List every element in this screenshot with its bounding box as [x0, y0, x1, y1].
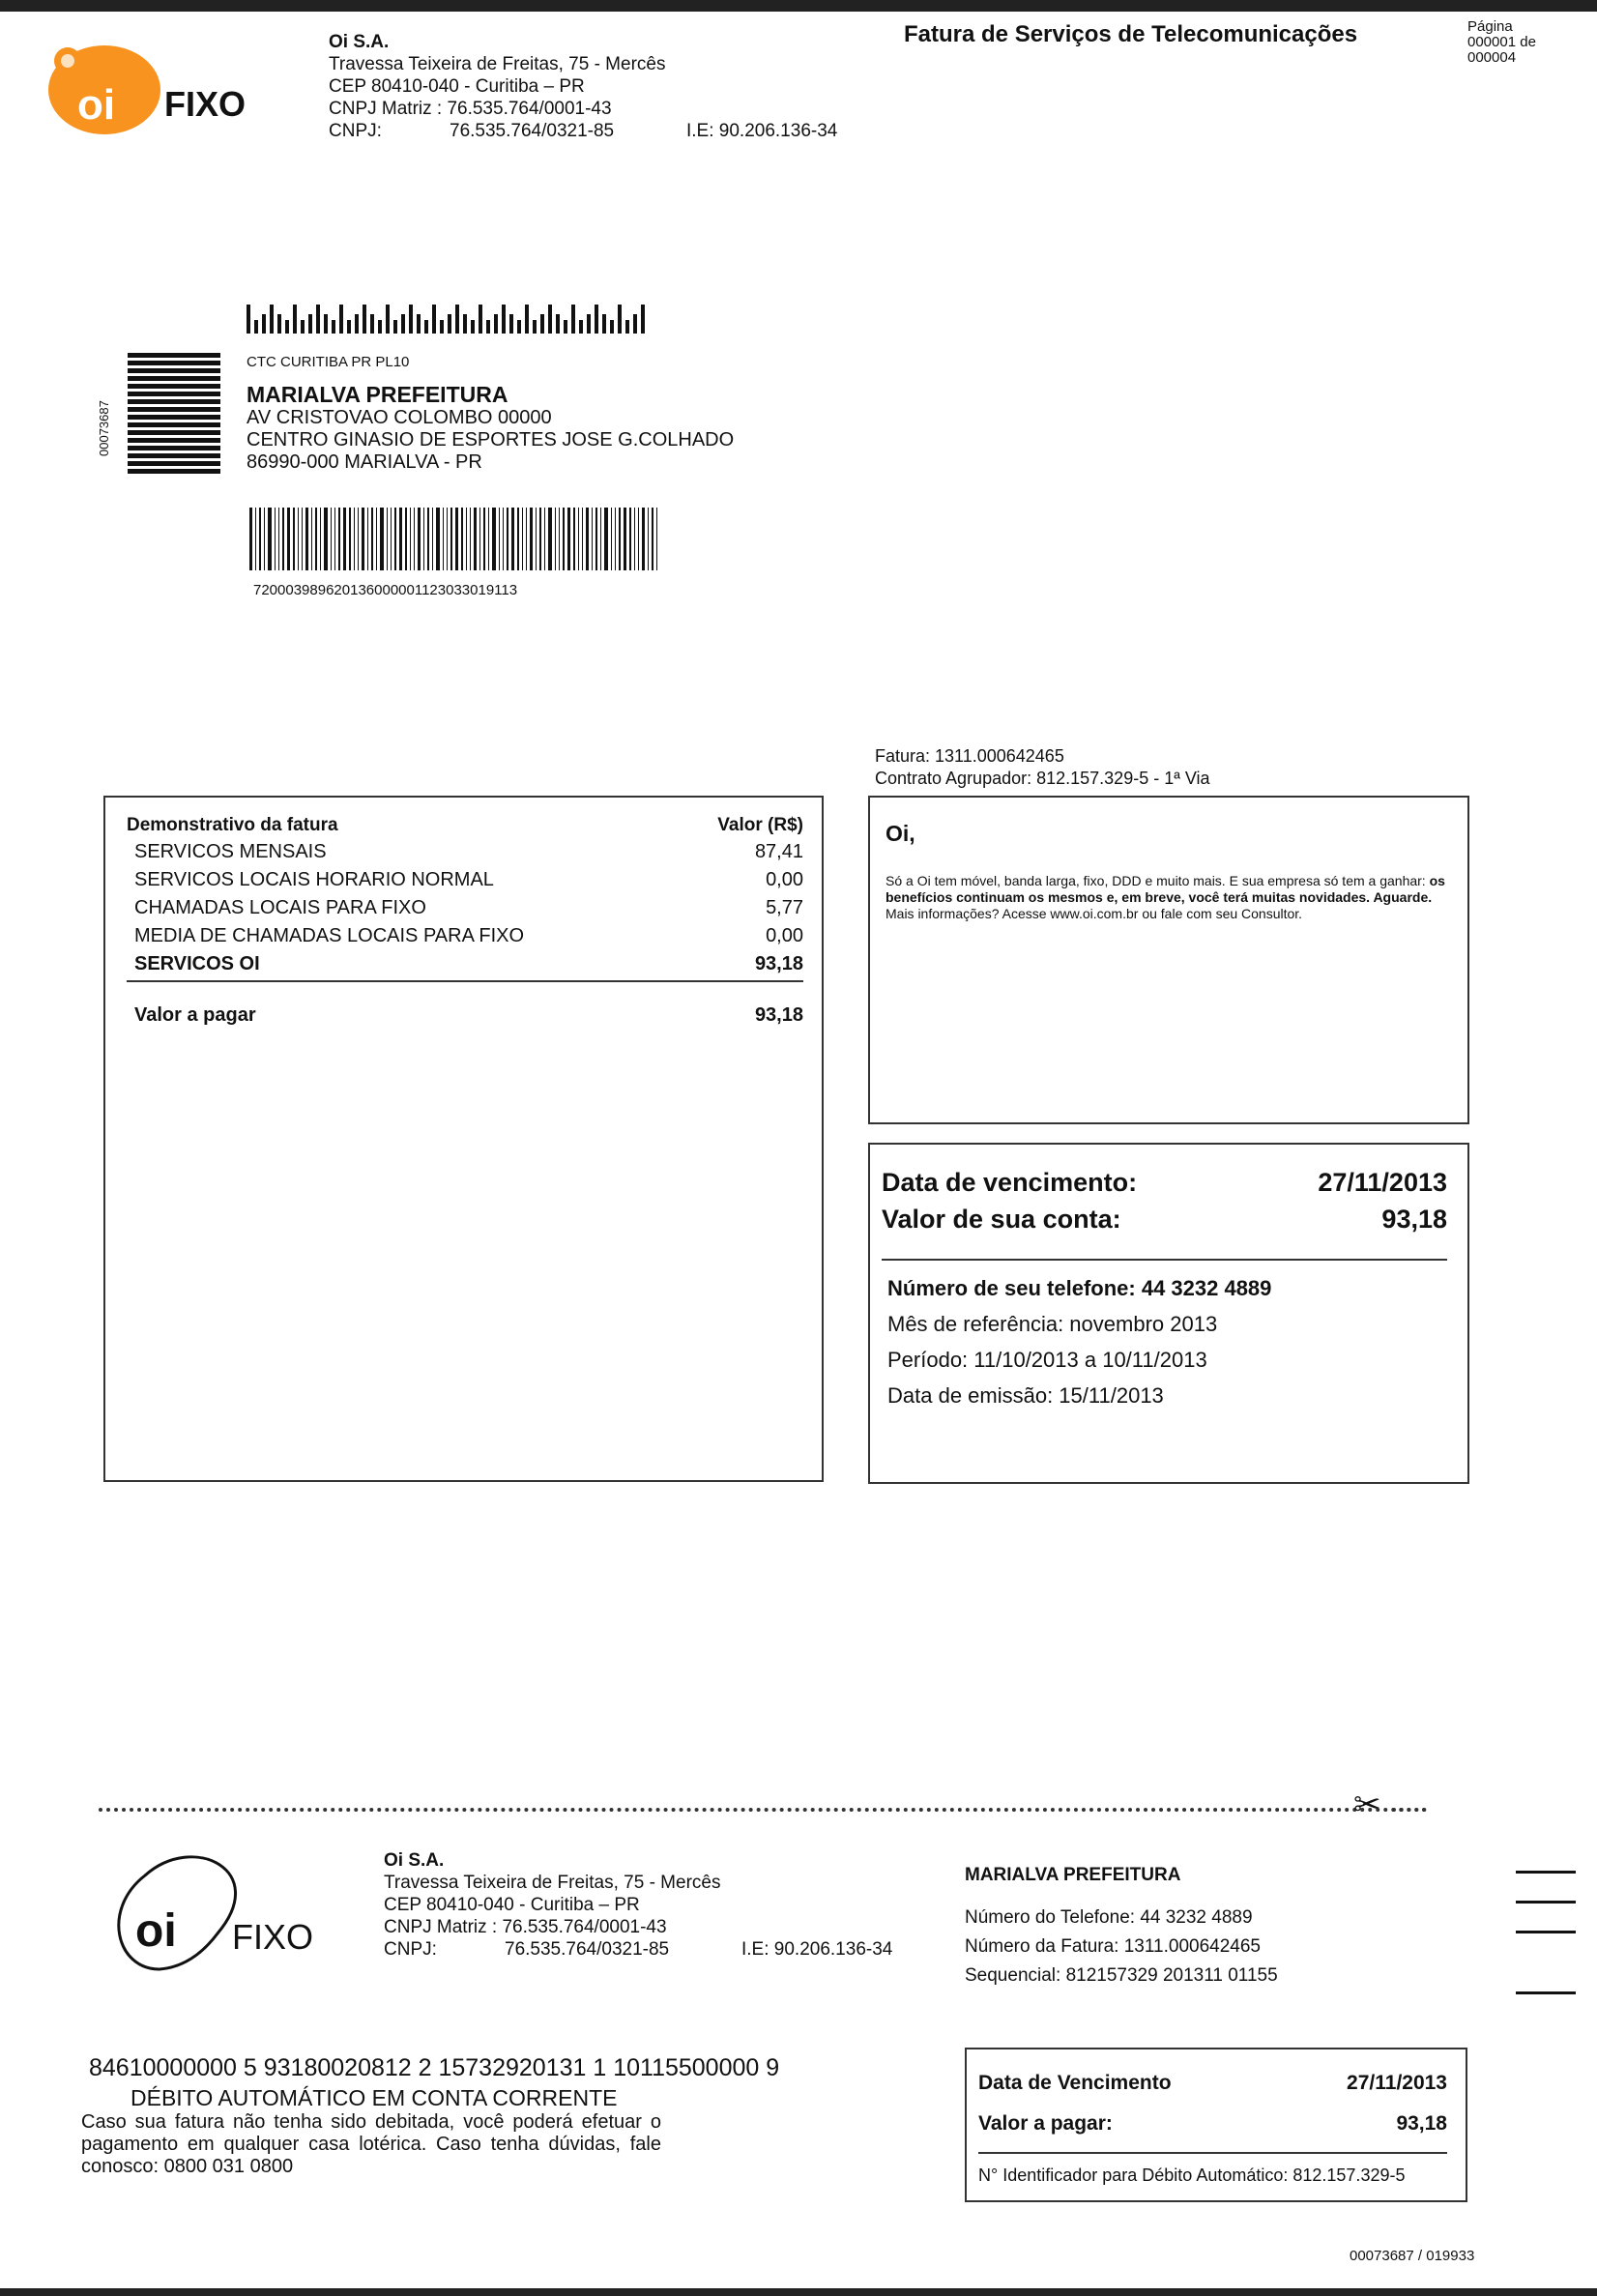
page-indicator	[1467, 19, 1536, 66]
barcode-bar	[287, 508, 290, 570]
stub-due-label: Data de Vencimento	[978, 2072, 1172, 2094]
barcode-bar	[324, 314, 328, 334]
barcode-bar	[536, 508, 537, 570]
stub-pay-row	[978, 2104, 1447, 2144]
subtotal-value: 93,18	[754, 953, 803, 974]
barcode-bar	[355, 314, 359, 334]
barcode-bar	[332, 320, 335, 334]
barcode-bar	[582, 508, 583, 570]
total-value: 93,18	[754, 1004, 803, 1026]
barcode-bar	[268, 508, 272, 570]
barcode-bar	[573, 508, 575, 570]
barcode-bar	[625, 320, 629, 334]
debit-text: Caso sua fatura não tenha sido debitada, você poderá efetuar o pagamento em qualquer casa lotérica. Caso tenha dúvidas, fale conosco: 0800 031 0800	[81, 2111, 661, 2177]
stub-pay-value: 93,18	[1396, 2112, 1447, 2135]
barcode-bar	[502, 305, 506, 334]
barcode-bar	[555, 508, 556, 570]
barcode-bar	[399, 508, 402, 570]
due-date-row	[882, 1164, 1447, 1201]
barcode-bar	[278, 508, 279, 570]
statement-item-label: CHAMADAS LOCAIS PARA FIXO	[134, 897, 426, 918]
barcode-bar	[405, 508, 407, 570]
statement-items	[127, 838, 803, 950]
barcode-bar	[511, 508, 514, 570]
barcode-bar	[275, 508, 276, 570]
barcode-bar	[311, 508, 312, 570]
stub-side-marks	[1516, 1871, 1576, 1994]
barcode-bar	[427, 508, 429, 570]
summary-box	[868, 1143, 1469, 1484]
stub-due-row	[978, 2063, 1447, 2104]
stub-company-header	[384, 1849, 892, 1961]
barcode-bar	[567, 508, 570, 570]
barcode-bar	[615, 508, 616, 570]
barcode-bar	[642, 508, 645, 570]
oi-logo	[39, 34, 261, 140]
debit-title: DÉBITO AUTOMÁTICO EM CONTA CORRENTE	[131, 2085, 618, 2110]
scissors-icon: ✂	[1353, 1787, 1381, 1823]
barcode-bar	[507, 508, 508, 570]
barcode-bar	[436, 508, 440, 570]
barcode-bar	[494, 314, 498, 334]
barcode-bar	[641, 305, 645, 334]
auto-debit-id: N° Identificador para Débito Automático: 812.157.329-5	[978, 2165, 1406, 2185]
barcode-bar	[324, 508, 328, 570]
due-date-label: Data de vencimento:	[882, 1168, 1138, 1197]
stub-company-cnpj-row	[384, 1938, 892, 1961]
barcode-bar	[424, 320, 428, 334]
barcode-bar	[548, 305, 552, 334]
stub-customer-info	[965, 1861, 1278, 1991]
statement-item-value: 87,41	[754, 841, 803, 862]
barcode-bar	[526, 508, 527, 570]
postal-barcode	[247, 305, 645, 334]
barcode-bar	[503, 508, 504, 570]
company-ie: I.E: 90.206.136-34	[686, 121, 838, 141]
stub-pay-label: Valor a pagar:	[978, 2112, 1113, 2135]
svg-text:oi: oi	[135, 1905, 177, 1957]
barcode-bar	[579, 320, 583, 334]
barcode-bar	[386, 305, 390, 334]
subtotal-label: SERVICOS OI	[134, 953, 260, 974]
barcode-bar	[638, 508, 639, 570]
barcode-bar	[414, 508, 415, 570]
barcode-bar	[525, 305, 529, 334]
bottom-edge	[0, 2288, 1597, 2296]
statement-item-value: 5,77	[766, 897, 803, 918]
barcode-bar	[354, 508, 355, 570]
barcode-bar	[262, 314, 266, 334]
statement-item-value: 0,00	[766, 925, 803, 946]
oi-logo-icon	[39, 34, 164, 140]
barcode-bar	[387, 508, 388, 570]
barcode-bar	[479, 305, 482, 334]
barcode-bar	[539, 508, 541, 570]
barcode-bar	[474, 508, 477, 570]
barcode-bar	[293, 305, 297, 334]
barcode-bar	[533, 320, 537, 334]
barcode-bar	[305, 508, 308, 570]
barcode-bar	[339, 305, 343, 334]
barcode-bar	[648, 508, 649, 570]
barcode-bar	[320, 508, 321, 570]
barcode-bar	[450, 508, 452, 570]
barcode-bar	[277, 314, 281, 334]
statement-item-label: SERVICOS LOCAIS HORARIO NORMAL	[134, 869, 494, 890]
barcode-bar	[338, 508, 340, 570]
phone-number: Número de seu telefone: 44 3232 4889	[887, 1276, 1272, 1300]
barcode-bar	[358, 508, 359, 570]
logo-product: FIXO	[164, 84, 247, 124]
barcode-bar	[308, 314, 312, 334]
top-edge	[0, 0, 1597, 12]
barcode-bar	[629, 508, 631, 570]
barcode-bar	[298, 508, 299, 570]
barcode-bar	[334, 508, 335, 570]
message-greeting: Oi,	[886, 821, 915, 846]
cnpj-label: CNPJ:	[329, 121, 382, 141]
barcode-bar	[401, 314, 405, 334]
barcode-bar	[302, 508, 303, 570]
barcode-bar	[443, 508, 444, 570]
oi-outline-logo-icon	[106, 1842, 242, 1977]
amount-label: Valor de sua conta:	[882, 1205, 1121, 1234]
company-cnpj-row	[329, 120, 837, 142]
barcode-bar	[544, 508, 545, 570]
barcode-bar	[610, 320, 614, 334]
barcode-bar	[471, 320, 475, 334]
barcode-bar	[282, 508, 284, 570]
stub-phone: Número do Telefone: 44 3232 4889	[965, 1907, 1253, 1928]
barcode-bar	[559, 508, 560, 570]
barcode-bar	[349, 508, 351, 570]
barcode-bar	[376, 508, 377, 570]
invoice-refs	[875, 745, 1210, 790]
barcode-bar	[540, 314, 544, 334]
barcode-bar	[255, 508, 256, 570]
barcode-bar	[440, 320, 444, 334]
stub-company-address: Travessa Teixeira de Freitas, 75 - Mercês	[384, 1873, 721, 1893]
statement-item-label: SERVICOS MENSAIS	[134, 841, 327, 862]
barcode-bar	[624, 508, 626, 570]
footer-code: 00073687 / 019933	[1350, 2248, 1475, 2264]
amount-row	[882, 1201, 1447, 1237]
total-label: Valor a pagar	[134, 1004, 256, 1026]
barcode-bar	[656, 508, 657, 570]
stub-cnpj-label: CNPJ:	[384, 1939, 437, 1960]
barcode-bar	[479, 508, 480, 570]
barcode-bar	[316, 305, 320, 334]
statement-title: Demonstrativo da fatura	[127, 815, 338, 835]
company-cnpj-matriz: CNPJ Matriz : 76.535.764/0001-43	[329, 99, 612, 119]
barcode-bar	[618, 305, 622, 334]
statement-header	[127, 813, 803, 838]
barcode-bar	[522, 508, 523, 570]
stub-company-name: Oi S.A.	[384, 1850, 445, 1871]
stub-payment-box	[965, 2048, 1467, 2202]
stub-invoice: Número da Fatura: 1311.000642465	[965, 1936, 1261, 1957]
barcode-bar	[592, 508, 593, 570]
barcode-bar	[483, 508, 485, 570]
barcode-bar	[488, 508, 489, 570]
page-label: Página	[1467, 18, 1513, 35]
barcode-bar	[455, 305, 459, 334]
mailing-address	[247, 382, 734, 474]
barcode-bar	[417, 314, 421, 334]
barcode-bar	[447, 508, 448, 570]
barcode-bar	[652, 508, 653, 570]
barcode-bar	[595, 508, 597, 570]
recipient-complement: CENTRO GINASIO DE ESPORTES JOSE G.COLHADO	[247, 429, 735, 450]
stub-due-value: 27/11/2013	[1347, 2072, 1447, 2094]
company-address: Travessa Teixeira de Freitas, 75 - Mercês	[329, 54, 666, 74]
barcode-bar	[586, 508, 589, 570]
stub-company-cnpj-matriz: CNPJ Matriz : 76.535.764/0001-43	[384, 1917, 667, 1937]
recipient-name: MARIALVA PREFEITURA	[247, 382, 508, 407]
stub-customer: MARIALVA PREFEITURA	[965, 1865, 1181, 1885]
barcode-bar	[611, 508, 612, 570]
barcode-bar	[418, 508, 421, 570]
stub-divider	[978, 2152, 1447, 2154]
barcode-bar	[548, 508, 552, 570]
barcode-bar	[517, 320, 521, 334]
message-line2: Mais informações? Acesse www.oi.com.br ou fale com seu Consultor.	[886, 906, 1303, 921]
stub-oi-logo	[106, 1842, 329, 1977]
page-value: 000001 de	[1467, 34, 1536, 50]
barcode-bar	[600, 508, 601, 570]
barcode-bar	[259, 508, 261, 570]
barcode-bar	[270, 305, 274, 334]
barcode-bar	[492, 508, 496, 570]
side-code	[97, 379, 116, 456]
svg-text:oi: oi	[77, 81, 116, 129]
statement-item-label: MEDIA DE CHAMADAS LOCAIS PARA FIXO	[134, 925, 525, 946]
message-line1-bold: os benefícios continuam os mesmos e, em breve, você terá muitas novidades. Aguarde.	[886, 873, 1445, 905]
barcode-bar	[391, 508, 392, 570]
stub-company-ie: I.E: 90.206.136-34	[741, 1939, 893, 1960]
stub-barcode-digits: 84610000000 5 93180020812 2 15732920131 1 10115500000 9	[89, 2054, 780, 2081]
barcode-bar	[249, 508, 252, 570]
barcode-bar	[486, 320, 490, 334]
cut-line	[99, 1808, 1428, 1812]
stub-cnpj-value: 76.535.764/0321-85	[505, 1939, 670, 1960]
barcode-bar	[380, 508, 384, 570]
barcode-bar	[393, 320, 397, 334]
barcode-bar	[301, 320, 305, 334]
statement-item-value: 0,00	[766, 869, 803, 890]
message-line1: Só a Oi tem móvel, banda larga, fixo, DDD e muito mais. E sua empresa só tem a ganhar:	[886, 873, 1430, 888]
statement-item	[134, 866, 803, 894]
contract-number: Contrato Agrupador: 812.157.329-5 - 1ª Via	[875, 769, 1210, 788]
barcode-bar	[463, 314, 467, 334]
message-box	[868, 796, 1469, 1124]
barcode-bar	[331, 508, 332, 570]
side-code-text: 00073687	[97, 400, 111, 456]
barcode-bar	[633, 314, 637, 334]
barcode-bar	[470, 508, 471, 570]
barcode-bar	[571, 305, 575, 334]
stub-company-cep: CEP 80410-040 - Curitiba – PR	[384, 1895, 640, 1915]
barcode-bar	[371, 508, 373, 570]
recipient-street: AV CRISTOVAO COLOMBO 00000	[247, 407, 552, 428]
barcode-bar	[564, 320, 567, 334]
barcode-bar	[363, 305, 366, 334]
address-barcode	[249, 508, 680, 570]
statement-subtotal-row	[127, 950, 803, 982]
message-body	[886, 873, 1456, 922]
statement-item	[134, 894, 803, 922]
barcode-bar	[466, 508, 467, 570]
barcode-bar	[448, 314, 451, 334]
barcode-bar	[602, 314, 606, 334]
barcode-bar	[455, 508, 458, 570]
barcode-bar	[587, 314, 591, 334]
barcode-bar	[264, 508, 265, 570]
barcode-bar	[285, 320, 289, 334]
barcode-bar	[509, 314, 513, 334]
barcode-bar	[370, 314, 374, 334]
mailing-route: CTC CURITIBA PR PL10	[247, 354, 410, 370]
barcode-bar	[595, 305, 598, 334]
barcode-bar	[378, 320, 382, 334]
statement-total-row	[127, 1002, 803, 1030]
cnpj-value: 76.535.764/0321-85	[450, 121, 615, 141]
barcode-bar	[394, 508, 396, 570]
barcode-bar	[634, 508, 635, 570]
barcode-bar	[578, 508, 579, 570]
company-name: Oi S.A.	[329, 32, 390, 52]
statement-box	[103, 796, 824, 1482]
barcode-bar	[432, 305, 436, 334]
statement-item	[134, 838, 803, 866]
statement-item	[134, 922, 803, 950]
barcode-bar	[362, 508, 364, 570]
invoice-number: Fatura: 1311.000642465	[875, 746, 1064, 766]
stub-sequence: Sequencial: 812157329 201311 01155	[965, 1965, 1278, 1986]
recipient-city: 86990-000 MARIALVA - PR	[247, 451, 482, 473]
barcode-bar	[432, 508, 433, 570]
barcode-bar	[619, 508, 621, 570]
barcode-bar	[563, 508, 565, 570]
barcode-bar	[499, 508, 500, 570]
barcode-number: 720003989620136000001123033019113	[253, 582, 518, 598]
barcode-bar	[461, 508, 463, 570]
barcode-bar	[517, 508, 519, 570]
document-title: Fatura de Serviços de Telecomunicações	[904, 21, 1358, 47]
company-cep: CEP 80410-040 - Curitiba – PR	[329, 76, 585, 97]
barcode-bar	[367, 508, 368, 570]
barcode-bar	[530, 508, 533, 570]
stub-logo-product: FIXO	[232, 1917, 314, 1957]
barcode-bar	[604, 508, 608, 570]
billing-period: Período: 11/10/2013 a 10/11/2013	[887, 1348, 1207, 1372]
company-header	[329, 31, 837, 142]
issue-date: Data de emissão: 15/11/2013	[887, 1383, 1164, 1408]
cut-line-end	[1392, 1808, 1426, 1812]
barcode-bar	[410, 508, 411, 570]
barcode-bar	[347, 320, 351, 334]
barcode-bar	[409, 305, 413, 334]
summary-divider	[882, 1259, 1447, 1261]
amount-value: 93,18	[1381, 1205, 1447, 1234]
barcode-bar	[556, 314, 560, 334]
barcode-bar	[247, 305, 250, 334]
page-total: 000004	[1467, 49, 1517, 66]
reference-month: Mês de referência: novembro 2013	[887, 1312, 1218, 1336]
barcode-bar	[254, 320, 258, 334]
side-stack-barcode	[128, 353, 220, 477]
barcode-bar	[423, 508, 424, 570]
due-date-value: 27/11/2013	[1318, 1168, 1447, 1197]
barcode-bar	[315, 508, 317, 570]
barcode-bar	[343, 508, 346, 570]
statement-value-header: Valor (R$)	[717, 815, 803, 835]
barcode-bar	[293, 508, 295, 570]
